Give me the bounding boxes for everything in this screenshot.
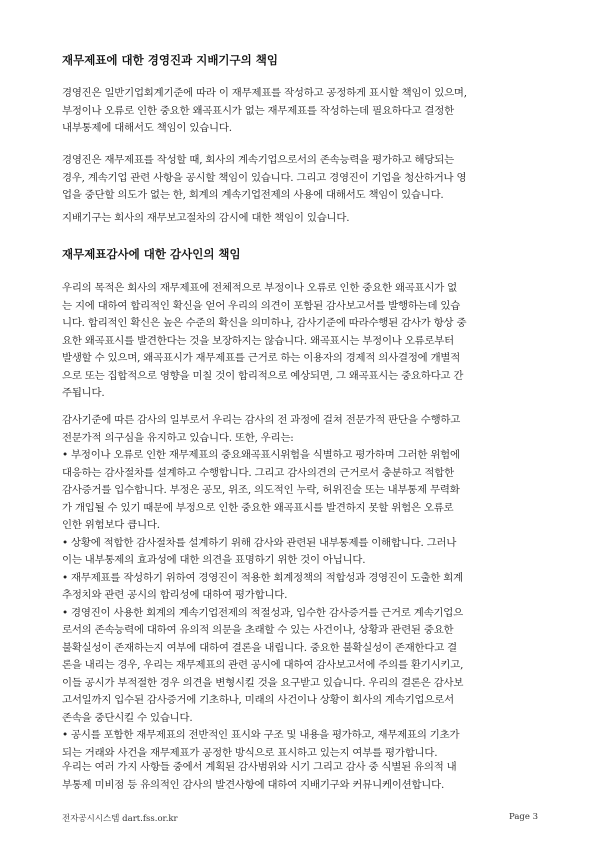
- text-line: 대응하는 감사절차를 설계하고 수행합니다. 그리고 감사의견의 근거로서 충분하고 적합한: [62, 466, 454, 479]
- text-line: 부통제 미비점 등 유의적인 감사의 발견사항에 대하여 지배기구와 커뮤니케이션합니다.: [62, 778, 445, 791]
- text-line: 업을 중단할 의도가 없는 한, 회계의 계속기업전제의 사용에 대해서도 책임이 있습니다.: [62, 189, 444, 201]
- paragraph-management-2: [62, 152, 540, 205]
- text-line: 으로 또는 집합적으로 영향을 미칠 것이 합리적으로 예상되면, 그 왜곡표시는 중요하다고 간: [62, 369, 464, 382]
- text-line: 경영진은 재무제표를 작성할 때, 회사의 계속기업으로서의 존속능력을 평가하고 해당되는: [62, 154, 454, 166]
- bullet-line: 이는 내부통제의 효과성에 대한 의견을 표명하기 위한 것이 아닙니다.: [62, 554, 366, 566]
- text-line: 감사증거를 입수합니다. 부정은 공모, 위조, 의도적인 누락, 허위진술 또는 내부통제 무력화: [62, 484, 460, 496]
- text-line: 경우, 계속기업 관련 사항을 공시할 책임이 있습니다. 그리고 경영진이 기업을 청산하거나 영: [62, 171, 467, 184]
- text-line: 주됩니다.: [62, 387, 105, 399]
- text-line: 론을 내리는 경우, 우리는 재무제표의 관련 공시에 대하여 감사보고서에 주의를 환기시키고,: [62, 659, 464, 671]
- text-line: • 경영진이 사용한 회계의 계속기업전제의 적절성과, 입수한 감사증거를 근거로 계속기업으: [62, 606, 463, 619]
- text-line: 이들 공시가 부적절한 경우 의견을 변형시킬 것을 요구받고 있습니다. 우리의 결론은 감사보: [62, 676, 464, 689]
- text-line: 고서일까지 입수된 감사증거에 기초하나, 미래의 사건이나 상황이 회사의 계속기업으로서: [62, 694, 454, 706]
- footer-source: 전자공시시스템 dart.fss.or.kr: [62, 814, 178, 824]
- text-line: 전문가적 의구심을 유지하고 있습니다. 또한, 우리는:: [62, 431, 294, 444]
- section-heading-management-responsibility: 재무제표에 대한 경영진과 지배기구의 책임: [62, 53, 278, 67]
- paragraph-management-1: [62, 85, 540, 138]
- text-line: 경영진은 일반기업회계기준에 따라 이 재무제표를 작성하고 공정하게 표시할 책임이 있으며,: [62, 87, 467, 99]
- text-line: • 공시를 포함한 재무제표의 전반적인 표시와 구조 및 내용을 평가하고, 재무제표의 기초가: [62, 729, 460, 741]
- bullet-line: 로서의 존속능력에 대하여 유의적 의문을 초래할 수 있는 사건이나, 상황과 관련된 중요한: [62, 624, 454, 636]
- text-line: 요한 왜곡표시를 발견한다는 것을 보장하지는 않습니다. 왜곡표시는 부정이나 오류로부터: [62, 334, 454, 347]
- text-line: 는 지에 대하여 합리적인 확신을 얻어 우리의 의견이 포함된 감사보고서를 발행하는데 있습: [62, 299, 461, 312]
- text-line: 존속을 중단시킬 수 있습니다.: [62, 711, 193, 724]
- bullet-line: 추정치와 관련 공시의 합리성에 대하여 평가합니다.: [62, 589, 288, 601]
- bullet-line: • 부정이나 오류로 인한 재무제표의 중요왜곡표시위험을 식별하고 평가하며 그러한 위험에: [62, 449, 460, 461]
- paragraph-auditor-communication: [62, 759, 540, 794]
- text-line: 인한 위험보다 큽니다.: [62, 519, 160, 531]
- paragraph-governance: [62, 210, 540, 228]
- text-line: 지배기구는 회사의 재무보고절차의 감시에 대한 책임이 있습니다.: [62, 212, 350, 224]
- text-line: • 상황에 적합한 감사절차를 설계하기 위해 감사와 관련된 내부통제를 이해합니다. 그러나: [62, 536, 457, 549]
- footer-page-number: Page 3: [509, 812, 538, 822]
- text-line: 감사기준에 따른 감사의 일부로서 우리는 감사의 전 과정에 걸쳐 전문가적 판단을 수행하고: [62, 414, 461, 426]
- text-line: 니다. 합리적인 확신은 높은 수준의 확신을 의미하나, 감사기준에 따라수행된 감사가 항상 중: [62, 317, 467, 329]
- paragraph-auditor-procedures: [62, 412, 540, 762]
- text-line: 우리는 여러 가지 사항들 중에서 계획된 감사범위와 시기 그리고 감사 중 식별된 유의적 내: [62, 761, 457, 773]
- text-line: • 재무제표를 작성하기 위하여 경영진이 적용한 회계정책의 적합성과 경영진이 도출한 회계: [62, 571, 463, 584]
- text-line: 불확실성이 존재하는지 여부에 대하여 결론을 내립니다. 중요한 불확실성이 존재한다고 결: [62, 641, 458, 654]
- section-heading-auditor-responsibility: 재무제표감사에 대한 감사인의 책임: [62, 247, 241, 261]
- text-line: 내부통제에 대해서도 책임이 있습니다.: [62, 122, 232, 134]
- text-line: 우리의 목적은 회사의 재무제표에 전체적으로 부정이나 오류로 인한 중요한 왜곡표시가 없: [62, 282, 458, 294]
- text-line: 발생할 수 있으며, 왜곡표시가 재무제표를 근거로 하는 이용자의 경제적 의사결정에 개별적: [62, 352, 461, 364]
- paragraph-auditor-objective: [62, 280, 540, 403]
- text-line: 되는 거래와 사건을 재무제표가 공정한 방식으로 표시하고 있는지 여부를 평가합니다.: [62, 746, 438, 759]
- text-line: 부정이나 오류로 인한 중요한 왜곡표시가 없는 재무제표를 작성하는데 필요하다고 결정한: [62, 104, 454, 117]
- text-line: 가 개입될 수 있기 때문에 부정으로 인한 중요한 왜곡표시를 발견하지 못할 위험은 오류로: [62, 501, 454, 514]
